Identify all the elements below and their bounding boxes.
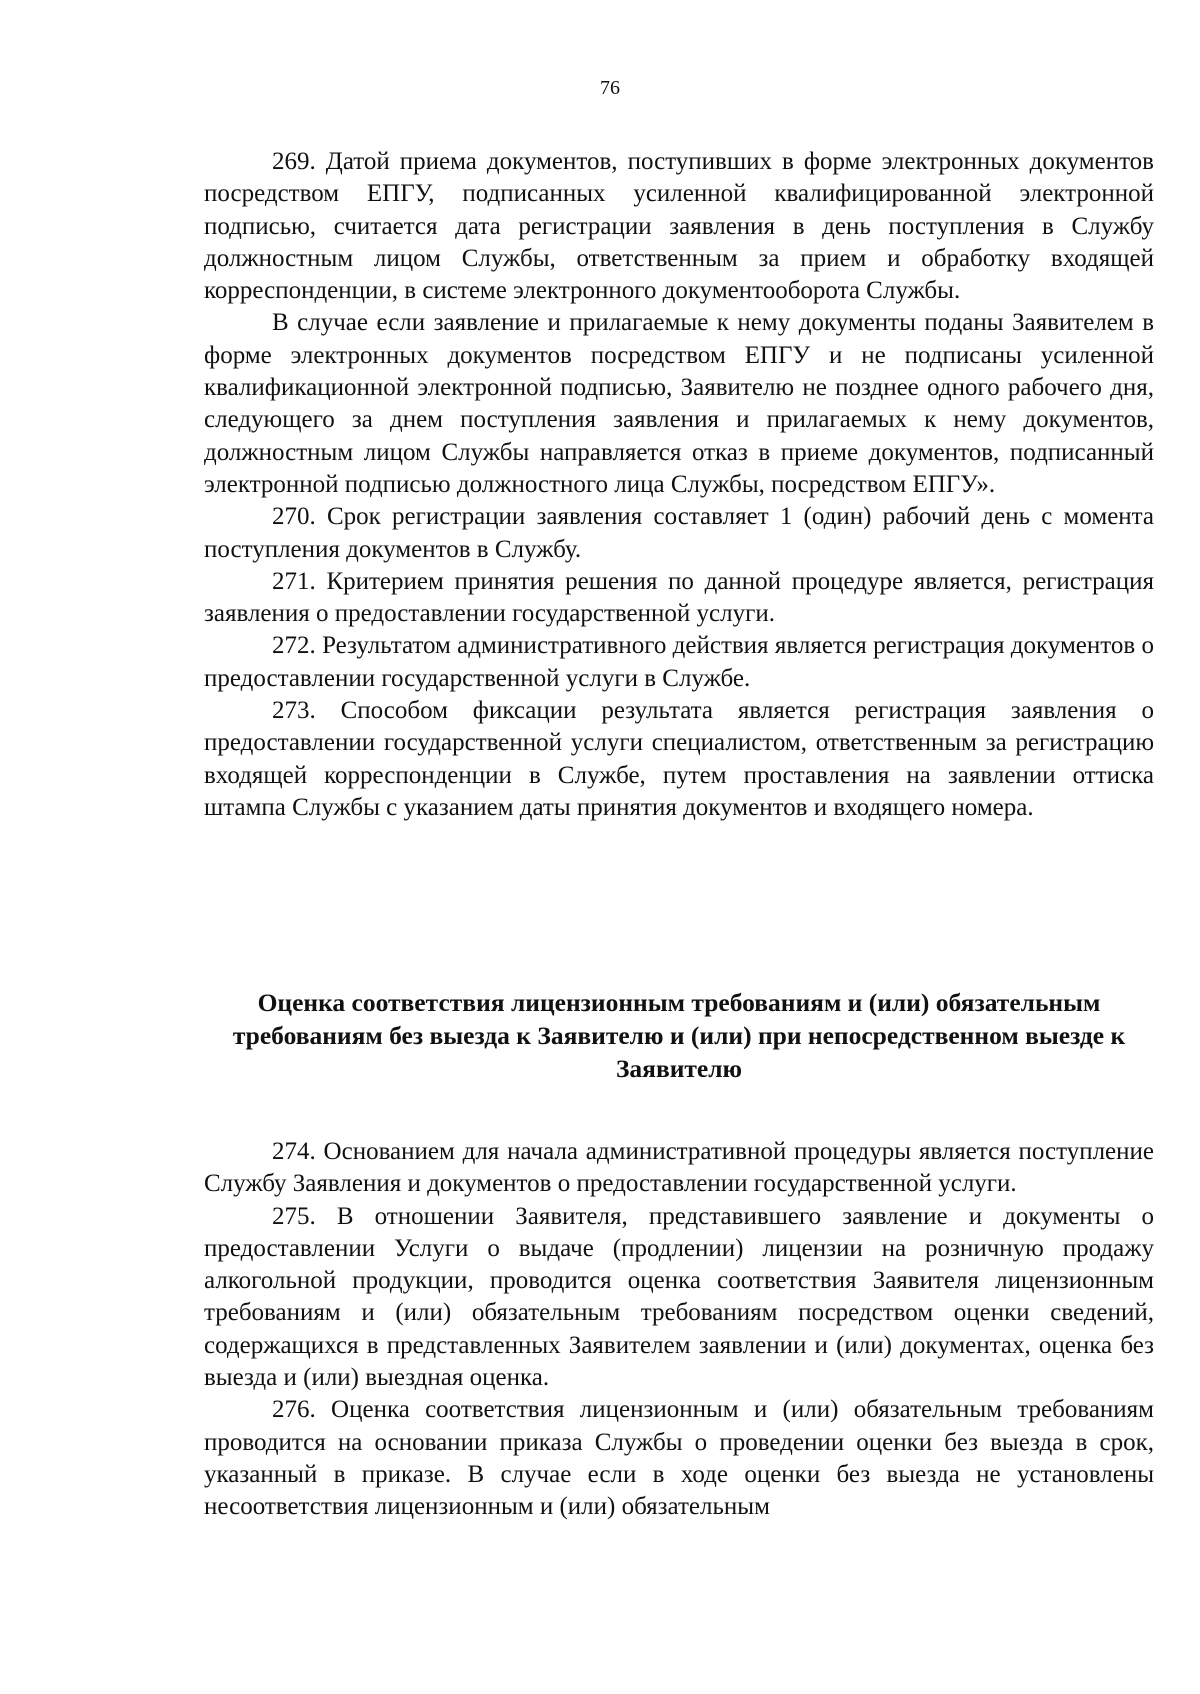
paragraph-272: 272. Результатом административного действия является регистрация документов о предоставлении государственной услуги в Службе. <box>204 632 1154 692</box>
paragraph-269-continuation: В случае если заявление и прилагаемые к нему документы поданы Заявителем в форме электронных документов посредством ЕПГУ и не подписаны усиленной квалификационной электронной подписью, Заявителю не позднее одного рабочего дня, следующего за днем поступления заявления и прилагаемых к нему документов, должностным лицом Службы направляется отказ в приеме документов, подписанный электронной подписью должностного лица Службы, посредством ЕПГУ». <box>204 309 1154 498</box>
top-text-block <box>204 146 1154 824</box>
paragraph-275: 275. В отношении Заявителя, представившего заявление и документы о предоставлении Услуги о выдаче (продлении) лицензии на розничную продажу алкогольной продукции, проводится оценка соответствия Заявителя лицензионным требованиям и (или) обязательным требованиям посредством оценки сведений, содержащихся в представленных Заявителем заявлении и (или) документах, оценка без выезда и (или) выездная оценка. <box>204 1202 1154 1392</box>
paragraph-271: 271. Критерием принятия решения по данной процедуре является, регистрация заявления о предоставлении государственной услуги. <box>204 567 1154 628</box>
paragraph-276: 276. Оценка соответствия лицензионным и (или) обязательным требованиям проводится на основании приказа Службы о проведении оценки без выезда в срок, указанный в приказе. В случае если в ходе оценки без выезда не установлены несоответствия лицензионным и (или) обязательным <box>204 1396 1154 1521</box>
paragraph-270: 270. Срок регистрации заявления составляет 1 (один) рабочий день с момента поступления документов в Службу. <box>204 503 1154 563</box>
section-heading: Оценка соответствия лицензионным требованиям и (или) обязательным требованиям без выезда к Заявителю и (или) при непосредственном выезде к Заявителю <box>232 988 1126 1083</box>
paragraph-274: 274. Основанием для начала административной процедуры является поступление Службу Заявления и документов о предоставлении государственной услуги. <box>204 1138 1154 1198</box>
page-number: 76 <box>600 77 620 99</box>
paragraph-269: 269. Датой приема документов, поступивших в форме электронных документов посредством ЕПГУ, подписанных усиленной квалифицированной электронной подписью, считается дата регистрации заявления в день поступления в Службу должностным лицом Службы, ответственным за прием и обработку входящей корреспонденции, в системе электронного документооборота Службы. <box>204 148 1154 305</box>
paragraph-273: 273. Способом фиксации результата является регистрация заявления о предоставлении государственной услуги специалистом, ответственным за регистрацию входящей корреспонденции в Службе, путем проставления на заявлении оттиска штампа Службы с указанием даты принятия документов и входящего номера. <box>204 697 1154 821</box>
bottom-text-block <box>204 1136 1154 1524</box>
